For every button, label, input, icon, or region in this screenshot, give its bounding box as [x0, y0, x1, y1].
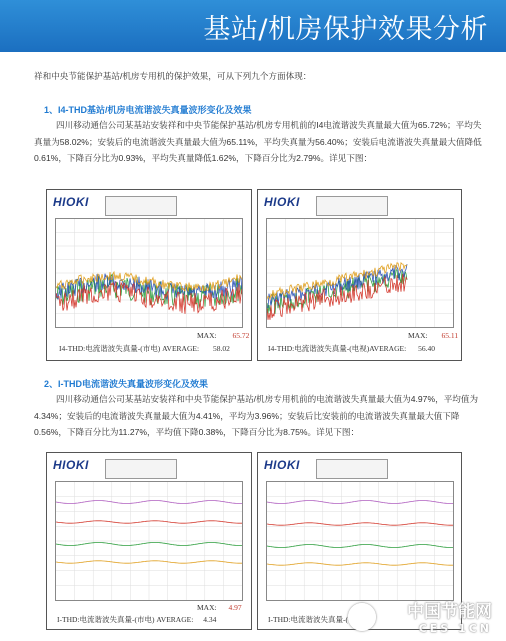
chart-header-info	[316, 459, 388, 479]
waveform-red	[267, 274, 407, 320]
waveform-orange	[267, 263, 407, 300]
waveform-svg	[267, 482, 453, 600]
thd4-chart-after	[257, 189, 462, 361]
max-stat: MAX: 65.72	[197, 331, 250, 340]
waveform-plot	[55, 218, 243, 328]
max-stat: MAX: 65.11	[408, 331, 459, 340]
watermark-logo-icon	[348, 603, 376, 631]
chart-header-info	[105, 196, 177, 216]
avg-stat: I4-THD:电流谐波失真量-(市电) AVERAGE: 58.02	[59, 344, 230, 353]
chart-header-info	[316, 196, 388, 216]
intro-text: 祥和中央节能保护基站/机房专用机的保护效果，可从下列九个方面体现：	[34, 71, 312, 81]
hioki-logo: HIOKI	[264, 195, 300, 209]
waveform-plot	[55, 481, 243, 601]
section2-body: 四川移动通信公司某基站安装祥和中央节能保护基站/机房专用机前的电流谐波失真量最大值为4.97%，平均值为4.34%；安装后的电流谐波失真量最大值为4.41%，平均为3.96%；安装后比安装前的电流谐波失真量最大值下降0.56%，下降百分比为11.27%，平均值下降0.38%，下降百分比为8.75%。详见下图：	[34, 394, 479, 437]
ithd-chart-before	[46, 452, 252, 630]
waveform-plot	[266, 218, 454, 328]
hioki-logo: HIOKI	[53, 195, 89, 209]
section2-heading: 2、I-THD电流谐波失真量波形变化及效果	[44, 379, 209, 389]
section1-heading: 1、I4-THD基站/机房电流谐波失真量波形变化及效果	[44, 105, 252, 115]
avg-stat: I4-THD:电流谐波失真量-(电视)AVERAGE: 56.40	[268, 344, 435, 353]
page-title: 基站/机房保护效果分析	[203, 14, 488, 45]
max-stat: MAX: 4.97	[197, 603, 242, 612]
watermark: 中国节能网 CES 1CN	[407, 602, 492, 635]
avg-stat: I-THD:电流谐波失真量-(市电) AVERAGE: 4.34	[57, 615, 217, 624]
avg-stat: I-THD:电流谐波失真量-(	[268, 615, 348, 624]
waveform-svg	[56, 219, 242, 327]
waveform-svg	[267, 219, 453, 327]
thd4-chart-before	[46, 189, 252, 361]
header-banner	[0, 0, 506, 52]
hioki-logo: HIOKI	[264, 458, 300, 472]
waveform-svg	[56, 482, 242, 600]
section1-body: 四川移动通信公司某基站安装祥和中央节能保护基站/机房专用机前的I4电流谐波失真量最大值为65.72%；平均失真量为58.02%；安装后的电流谐波失真量最大值为65.11%，平均失真量为56.40%；安装后电流谐波失真量最大值降低0.61%，下降百分比为0.93%，平均失真量降低1.62%，下降百分比为2.79%。详见下图：	[34, 120, 482, 163]
chart-header-info	[105, 459, 177, 479]
hioki-logo: HIOKI	[53, 458, 89, 472]
waveform-plot	[266, 481, 454, 601]
